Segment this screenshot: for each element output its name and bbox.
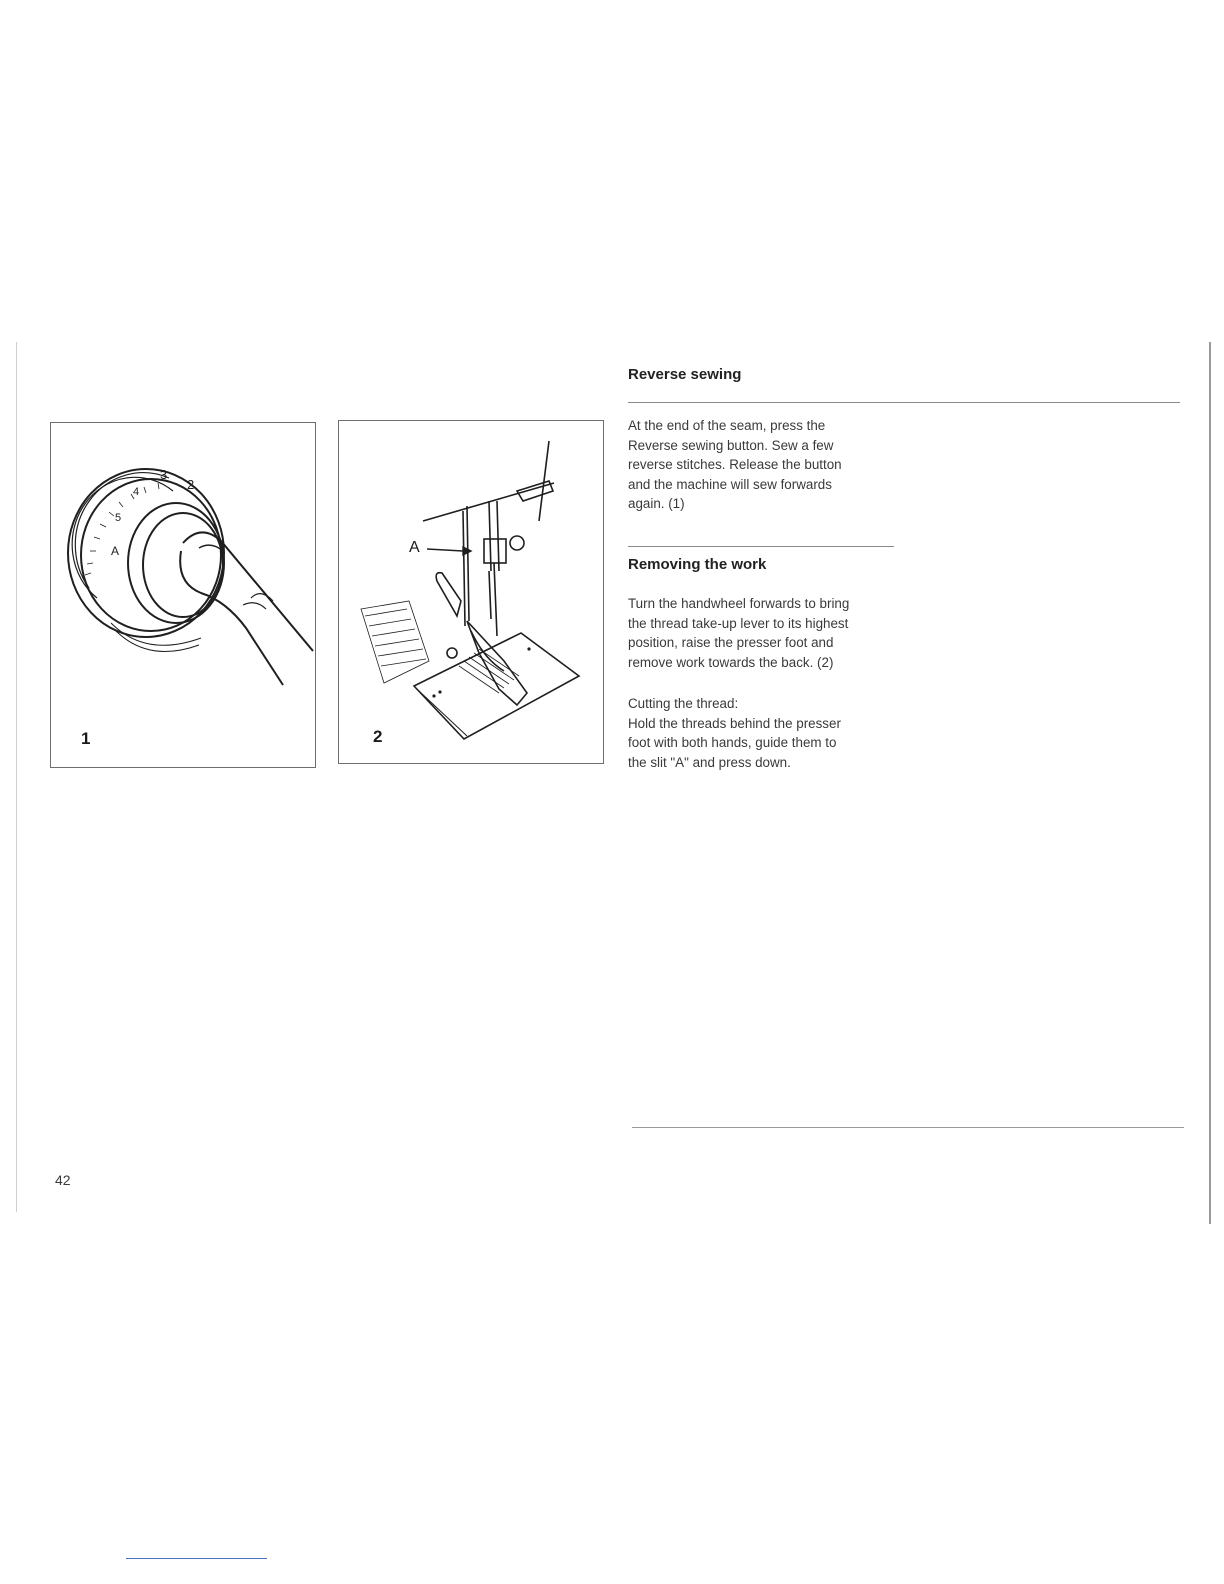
reverse-button-illustration	[51, 423, 315, 767]
reverse-line-2: Reverse sewing button. Sew a few	[628, 437, 834, 453]
svg-text:4: 4	[133, 486, 140, 498]
removing-line-2: the thread take-up lever to its highest	[628, 615, 849, 631]
reverse-sewing-heading: Reverse sewing	[628, 366, 742, 383]
removing-work-text	[628, 594, 894, 672]
scan-edge-right	[1209, 342, 1211, 1224]
reverse-line-3: reverse stitches. Release the button	[628, 457, 842, 473]
removing-work-rule	[628, 546, 894, 547]
scan-edge-left	[16, 342, 17, 1212]
cutting-thread-text	[628, 694, 894, 772]
reverse-line-4: and the machine will sew forwards	[628, 476, 832, 492]
cutting-line-2: foot with both hands, guide them to	[628, 735, 837, 751]
callout-a-label: A	[409, 539, 420, 556]
removing-work-heading: Removing the work	[628, 556, 767, 573]
cutting-line-3: the slit "A" and press down.	[628, 754, 791, 770]
svg-text:2: 2	[187, 477, 195, 492]
removing-line-1: Turn the handwheel forwards to bring	[628, 596, 850, 611]
removing-line-4: remove work towards the back. (2)	[628, 654, 834, 670]
figure-2-presser-foot	[338, 420, 604, 764]
reverse-line-1: At the end of the seam, press the	[628, 418, 826, 433]
svg-text:A: A	[111, 544, 120, 558]
svg-text:5: 5	[115, 512, 122, 524]
reverse-sewing-rule	[628, 402, 1180, 403]
removing-line-3: position, raise the presser foot and	[628, 635, 834, 651]
cutting-thread-label: Cutting the thread:	[628, 696, 739, 711]
footer-link-underline	[126, 1558, 267, 1559]
cutting-line-1: Hold the threads behind the presser	[628, 715, 841, 731]
figure-1-reverse-button	[50, 422, 316, 768]
reverse-line-5: again. (1)	[628, 496, 685, 512]
page-number: 42	[55, 1172, 71, 1188]
figure-1-number: 1	[81, 729, 91, 748]
presser-foot-illustration	[339, 421, 603, 763]
figure-2-number: 2	[373, 727, 383, 746]
svg-text:3: 3	[160, 467, 168, 482]
reverse-sewing-text	[628, 416, 894, 514]
bottom-rule	[632, 1127, 1184, 1128]
